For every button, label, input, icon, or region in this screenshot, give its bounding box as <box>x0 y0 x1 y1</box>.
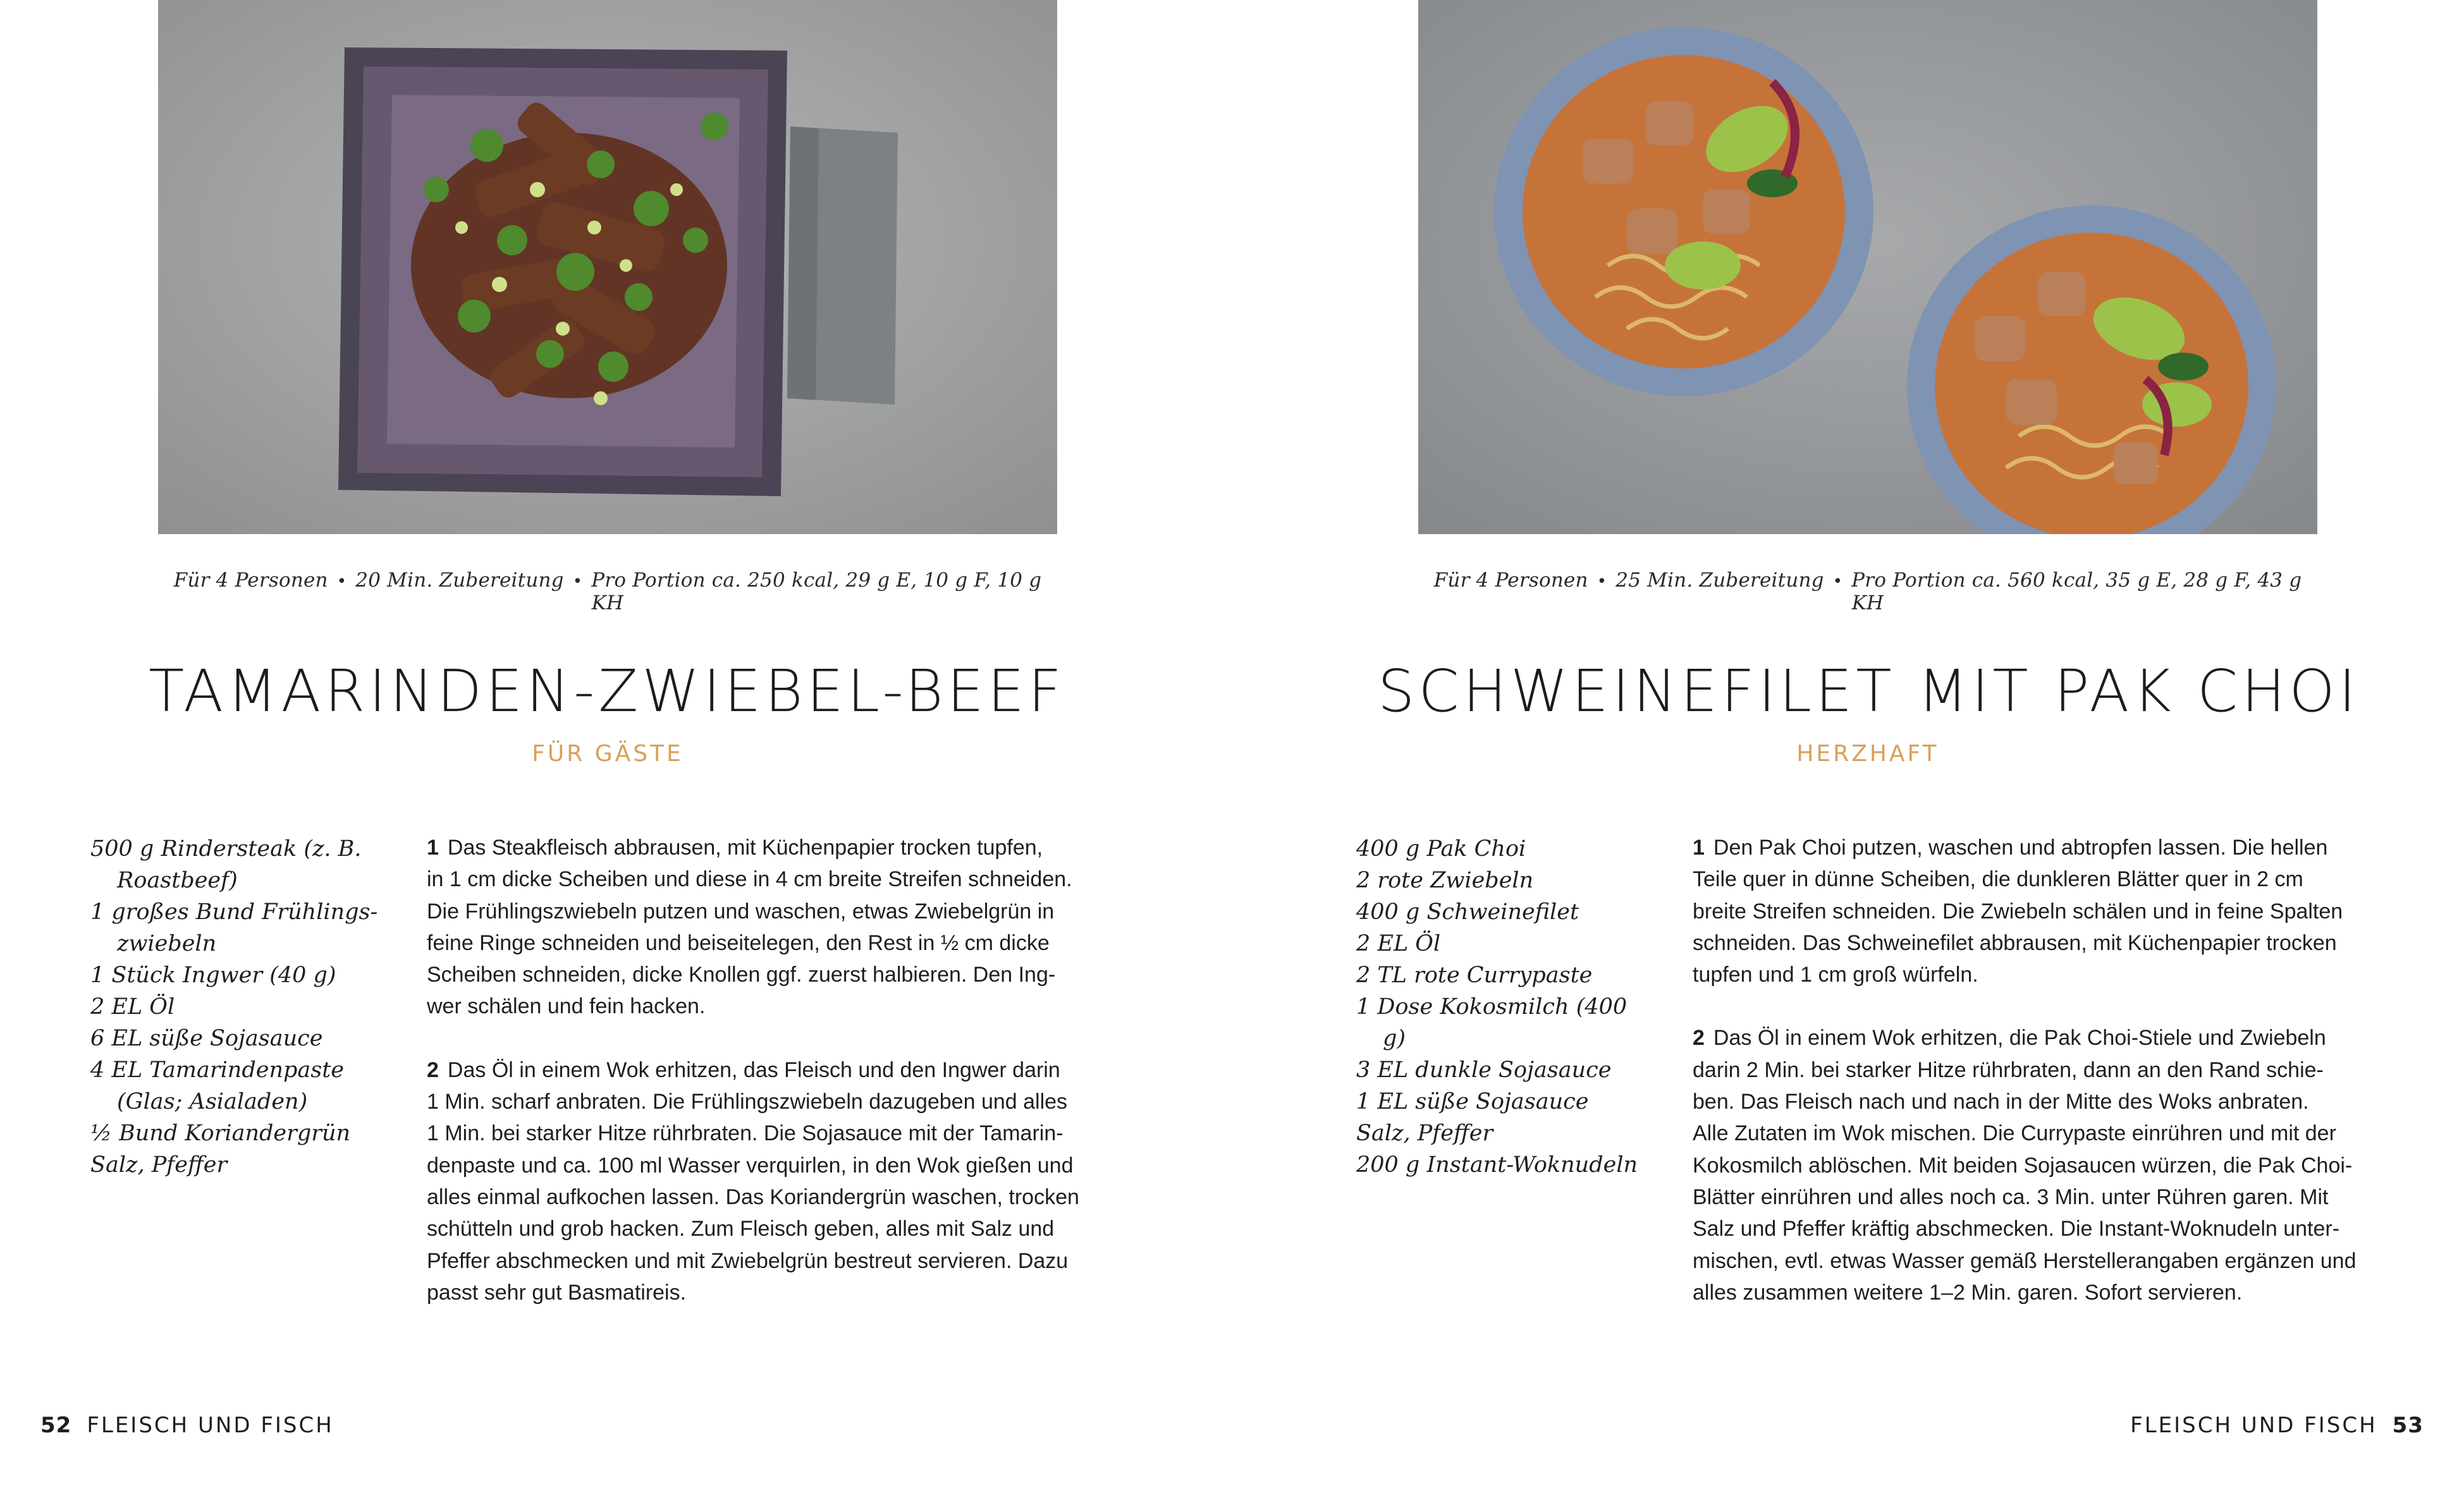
step-line: schütteln und grob hacken. Zum Fleisch geben, alles mit Salz und <box>427 1217 1055 1241</box>
ingredient-item: 500 g Rindersteak (z. B. Roastbeef) <box>90 836 362 893</box>
step-1 <box>427 832 1132 1023</box>
step-line: in 1 cm dicke Scheiben und diese in 4 cm breite Streifen schneiden. <box>427 867 1072 892</box>
recipe-meta <box>158 569 1057 614</box>
step-line: tupfen und 1 cm groß würfeln. <box>1693 963 1978 987</box>
instructions <box>1693 832 2394 1340</box>
ingredient-item: 4 EL Tamarindenpaste (Glas; Asialaden) <box>90 1057 344 1114</box>
separator-dot: • <box>1597 572 1607 591</box>
step-line: schneiden. Das Schweinefilet abbrausen, mit Küchenpapier trocken <box>1693 930 2337 955</box>
step-line: feine Ringe schneiden und beiseitelegen, den Rest in ½ cm dicke <box>427 930 1050 955</box>
ingredient-item: 1 Stück Ingwer (40 g) <box>90 963 336 988</box>
recipe-tag: FÜR GÄSTE <box>532 741 683 767</box>
step-line: Kokosmilch ablöschen. Mit beiden Sojasaucen würzen, die Pak Choi- <box>1693 1153 2353 1178</box>
recipe-title: SCHWEINEFILET MIT PAK CHOI <box>1378 657 2360 725</box>
ingredient-list <box>1356 833 1653 1181</box>
step-line: alles einmal aufkochen lassen. Das Koriandergrün waschen, trocken <box>427 1185 1079 1209</box>
section-name: FLEISCH UND FISCH <box>2130 1413 2377 1438</box>
servings: Für 4 Personen <box>1433 569 1588 592</box>
step-number: 2 <box>1693 1026 1705 1051</box>
step-number: 2 <box>427 1057 439 1082</box>
instructions <box>427 832 1132 1340</box>
ingredient-item: 6 EL süße Sojasauce <box>90 1026 323 1051</box>
ingredient-item: ½ Bund Koriandergrün <box>90 1121 351 1146</box>
step-line: wer schälen und fein hacken. <box>427 994 706 1019</box>
prep-time: 20 Min. Zubereitung <box>355 569 564 592</box>
step-1 <box>1693 832 2394 990</box>
beef-dish-photo <box>158 0 1057 534</box>
ingredient-list <box>90 833 388 1181</box>
nutrition: Pro Portion ca. 560 kcal, 35 g E, 28 g F, 43 g KH <box>1851 569 2302 614</box>
pork-dish-illustration <box>1418 0 2317 534</box>
beef-dish-illustration <box>158 0 1057 534</box>
recipe-title: TAMARINDEN-ZWIEBEL-BEEF <box>149 657 1065 725</box>
ingredient-item: 200 g Instant-Woknudeln <box>1356 1152 1638 1178</box>
step-line: 1 Den Pak Choi putzen, waschen und abtropfen lassen. Die hellen <box>1693 836 2328 860</box>
ingredient-item: 400 g Schweinefilet <box>1356 899 1579 925</box>
ingredient-item: 2 TL rote Currypaste <box>1356 963 1593 988</box>
step-line: Blätter einrühren und alles noch ca. 3 Min. unter Rühren garen. Mit <box>1693 1185 2329 1209</box>
ingredient-item: 1 EL süße Sojasauce <box>1356 1089 1589 1114</box>
step-line: Teile quer in dünne Scheiben, die dunkleren Blätter quer in 2 cm <box>1693 867 2303 892</box>
section-name: FLEISCH UND FISCH <box>87 1413 334 1438</box>
ingredient-item: 2 EL Öl <box>90 994 175 1020</box>
step-line: Scheiben schneiden, dicke Knollen ggf. zuerst halbieren. Den Ing- <box>427 963 1056 987</box>
step-line: breite Streifen schneiden. Die Zwiebeln schälen und in feine Spalten <box>1693 899 2343 923</box>
ingredient-item: 400 g Pak Choi <box>1356 836 1526 862</box>
page-footer <box>2130 1413 2424 1438</box>
step-line: 1 Min. scharf anbraten. Die Frühlingszwiebeln dazugeben und alles <box>427 1090 1068 1114</box>
step-line: mischen, evtl. etwas Wasser gemäß Herstellerangaben ergänzen und <box>1693 1248 2357 1273</box>
nutrition: Pro Portion ca. 250 kcal, 29 g E, 10 g F, 10 g KH <box>591 569 1042 614</box>
separator-dot: • <box>336 572 347 591</box>
page-number: 52 <box>40 1413 72 1438</box>
ingredient-item: 3 EL dunkle Sojasauce <box>1356 1057 1612 1083</box>
page-footer <box>40 1413 334 1438</box>
step-line: 2 Das Öl in einem Wok erhitzen, das Fleisch und den Ingwer darin <box>427 1057 1060 1082</box>
step-2 <box>427 1054 1132 1308</box>
recipe-tag: HERZHAFT <box>1796 741 1939 767</box>
recipe-meta <box>1418 569 2317 614</box>
step-line: passt sehr gut Basmatireis. <box>427 1280 687 1305</box>
step-line: 2 Das Öl in einem Wok erhitzen, die Pak Choi-Stiele und Zwiebeln <box>1693 1026 2326 1051</box>
right-page <box>1232 0 2464 1493</box>
step-number: 1 <box>427 836 439 860</box>
separator-dot: • <box>572 572 583 591</box>
ingredient-item: 1 Dose Kokosmilch (400 g) <box>1356 994 1627 1051</box>
step-line: 1 Min. bei starker Hitze rührbraten. Die Sojasauce mit der Tamarin- <box>427 1121 1063 1146</box>
step-line: Alle Zutaten im Wok mischen. Die Currypaste einrühren und mit der <box>1693 1121 2336 1146</box>
servings: Für 4 Personen <box>173 569 328 592</box>
step-number: 1 <box>1693 836 1705 860</box>
step-line: denpaste und ca. 100 ml Wasser verquirlen, in den Wok gießen und <box>427 1153 1074 1178</box>
ingredient-item: 1 großes Bund Frühlings-zwiebeln <box>90 899 378 956</box>
step-line: Die Frühlingszwiebeln putzen und waschen, etwas Zwiebelgrün in <box>427 899 1055 923</box>
step-line: darin 2 Min. bei starker Hitze rührbraten, dann an den Rand schie- <box>1693 1057 2324 1082</box>
step-2 <box>1693 1022 2394 1308</box>
step-line: 1 Das Steakfleisch abbrausen, mit Küchenpapier trocken tupfen, <box>427 836 1043 860</box>
step-line: ben. Das Fleisch nach und nach in der Mitte des Woks anbraten. <box>1693 1090 2309 1114</box>
separator-dot: • <box>1832 572 1843 591</box>
step-line: alles zusammen weitere 1–2 Min. garen. Sofort servieren. <box>1693 1280 2243 1305</box>
ingredient-item: Salz, Pfeffer <box>1356 1121 1493 1146</box>
ingredient-item: Salz, Pfeffer <box>90 1152 228 1178</box>
prep-time: 25 Min. Zubereitung <box>1615 569 1824 592</box>
page-number: 53 <box>2392 1413 2424 1438</box>
step-line: Salz und Pfeffer kräftig abschmecken. Die Instant-Woknudeln unter- <box>1693 1217 2340 1241</box>
ingredient-item: 2 rote Zwiebeln <box>1356 868 1534 893</box>
step-line: Pfeffer abschmecken und mit Zwiebelgrün bestreut servieren. Dazu <box>427 1248 1069 1273</box>
pork-dish-photo <box>1418 0 2317 534</box>
ingredient-item: 2 EL Öl <box>1356 931 1441 956</box>
